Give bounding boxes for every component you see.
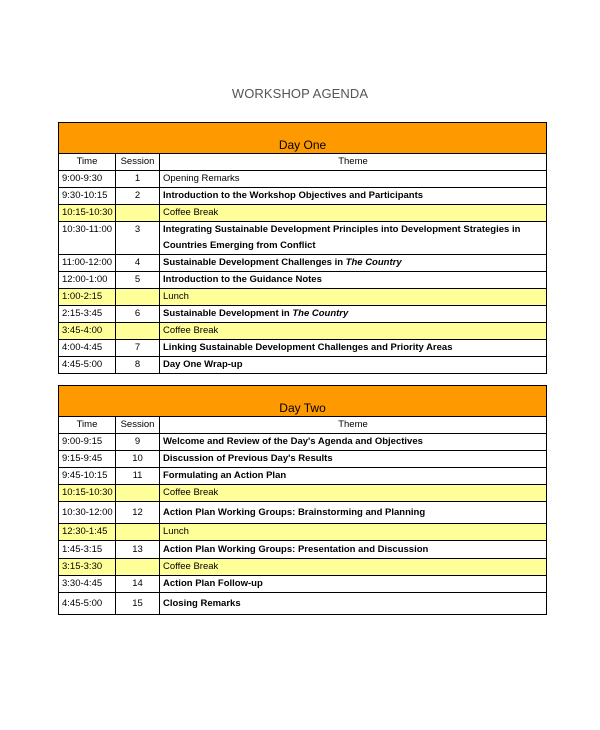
- theme-cell: Integrating Sustainable Development Principles into Development Strategies in Countries Emerging from Conflict: [160, 222, 547, 255]
- table-row: [59, 222, 547, 255]
- session-cell: 6: [116, 306, 160, 323]
- table-row: [59, 468, 547, 485]
- table-row: [59, 576, 547, 593]
- session-cell: 9: [116, 434, 160, 451]
- session-cell: 1: [116, 171, 160, 188]
- time-cell: 10:30-12:00: [59, 502, 116, 524]
- table-row: [59, 306, 547, 323]
- table-row: [59, 357, 547, 374]
- break-row: [59, 289, 547, 306]
- column-header-row: [59, 154, 547, 171]
- table-row: [59, 255, 547, 272]
- theme-cell: Coffee Break: [160, 559, 547, 576]
- time-cell: 4:00-4:45: [59, 340, 116, 357]
- table-row: [59, 593, 547, 615]
- session-cell: 13: [116, 541, 160, 559]
- time-cell: 1:00-2:15: [59, 289, 116, 306]
- break-row: [59, 559, 547, 576]
- session-cell: 2: [116, 188, 160, 205]
- theme-text: Sustainable Development Challenges in: [163, 257, 346, 268]
- column-header-row: [59, 417, 547, 434]
- session-cell: 10: [116, 451, 160, 468]
- session-cell: [116, 524, 160, 541]
- session-cell: 15: [116, 593, 160, 615]
- time-cell: 1:45-3:15: [59, 541, 116, 559]
- session-cell: 8: [116, 357, 160, 374]
- time-cell: 9:45-10:15: [59, 468, 116, 485]
- time-cell: 9:30-10:15: [59, 188, 116, 205]
- day-title: Day Two: [59, 386, 547, 417]
- theme-column-header: Theme: [160, 154, 547, 171]
- theme-cell: Introduction to the Workshop Objectives and Participants: [160, 188, 547, 205]
- time-cell: 10:30-11:00: [59, 222, 116, 255]
- table-row: [59, 502, 547, 524]
- session-cell: 5: [116, 272, 160, 289]
- day-one-table: [58, 122, 547, 374]
- theme-cell: Coffee Break: [160, 323, 547, 340]
- theme-cell: Day One Wrap-up: [160, 357, 547, 374]
- theme-cell: Formulating an Action Plan: [160, 468, 547, 485]
- time-cell: 12:00-1:00: [59, 272, 116, 289]
- theme-cell: Linking Sustainable Development Challenges and Priority Areas: [160, 340, 547, 357]
- break-row: [59, 323, 547, 340]
- table-row: [59, 541, 547, 559]
- time-cell: 3:30-4:45: [59, 576, 116, 593]
- theme-cell: Discussion of Previous Day's Results: [160, 451, 547, 468]
- theme-cell: Opening Remarks: [160, 171, 547, 188]
- table-row: [59, 434, 547, 451]
- time-cell: 11:00-12:00: [59, 255, 116, 272]
- theme-text: Sustainable Development in: [163, 308, 293, 319]
- session-cell: [116, 205, 160, 222]
- time-column-header: Time: [59, 154, 116, 171]
- theme-cell: Closing Remarks: [160, 593, 547, 615]
- table-row: [59, 451, 547, 468]
- theme-cell: Action Plan Follow-up: [160, 576, 547, 593]
- break-row: [59, 524, 547, 541]
- time-cell: 9:00-9:15: [59, 434, 116, 451]
- break-row: [59, 205, 547, 222]
- session-cell: 4: [116, 255, 160, 272]
- time-cell: 10:15-10:30: [59, 485, 116, 502]
- time-cell: 4:45-5:00: [59, 593, 116, 615]
- session-cell: [116, 289, 160, 306]
- theme-cell: [160, 306, 547, 323]
- session-cell: [116, 485, 160, 502]
- time-cell: 3:45-4:00: [59, 323, 116, 340]
- theme-cell: Coffee Break: [160, 205, 547, 222]
- session-cell: 14: [116, 576, 160, 593]
- time-cell: 9:15-9:45: [59, 451, 116, 468]
- session-cell: 11: [116, 468, 160, 485]
- theme-cell: Lunch: [160, 289, 547, 306]
- theme-column-header: Theme: [160, 417, 547, 434]
- time-cell: 9:00-9:30: [59, 171, 116, 188]
- session-cell: 12: [116, 502, 160, 524]
- time-cell: 2:15-3:45: [59, 306, 116, 323]
- session-column-header: Session: [116, 417, 160, 434]
- day-title: Day One: [59, 123, 547, 154]
- table-row: [59, 171, 547, 188]
- table-row: [59, 272, 547, 289]
- day-header-row: [59, 123, 547, 154]
- time-cell: 12:30-1:45: [59, 524, 116, 541]
- break-row: [59, 485, 547, 502]
- day-header-row: [59, 386, 547, 417]
- country-placeholder: The Country: [345, 257, 402, 268]
- theme-cell: Action Plan Working Groups: Presentation and Discussion: [160, 541, 547, 559]
- session-cell: [116, 323, 160, 340]
- country-placeholder: The Country: [292, 308, 349, 319]
- time-cell: 3:15-3:30: [59, 559, 116, 576]
- theme-cell: Coffee Break: [160, 485, 547, 502]
- session-column-header: Session: [116, 154, 160, 171]
- theme-cell: Action Plan Working Groups: Brainstorming and Planning: [160, 502, 547, 524]
- session-cell: [116, 559, 160, 576]
- theme-cell: [160, 255, 547, 272]
- time-cell: 4:45-5:00: [59, 357, 116, 374]
- theme-cell: Welcome and Review of the Day's Agenda and Objectives: [160, 434, 547, 451]
- theme-cell: Introduction to the Guidance Notes: [160, 272, 547, 289]
- session-cell: 7: [116, 340, 160, 357]
- time-cell: 10:15-10:30: [59, 205, 116, 222]
- time-column-header: Time: [59, 417, 116, 434]
- day-two-table: [58, 385, 547, 615]
- table-row: [59, 340, 547, 357]
- page-title: WORKSHOP AGENDA: [231, 86, 369, 101]
- session-cell: 3: [116, 222, 160, 255]
- table-row: [59, 188, 547, 205]
- theme-cell: Lunch: [160, 524, 547, 541]
